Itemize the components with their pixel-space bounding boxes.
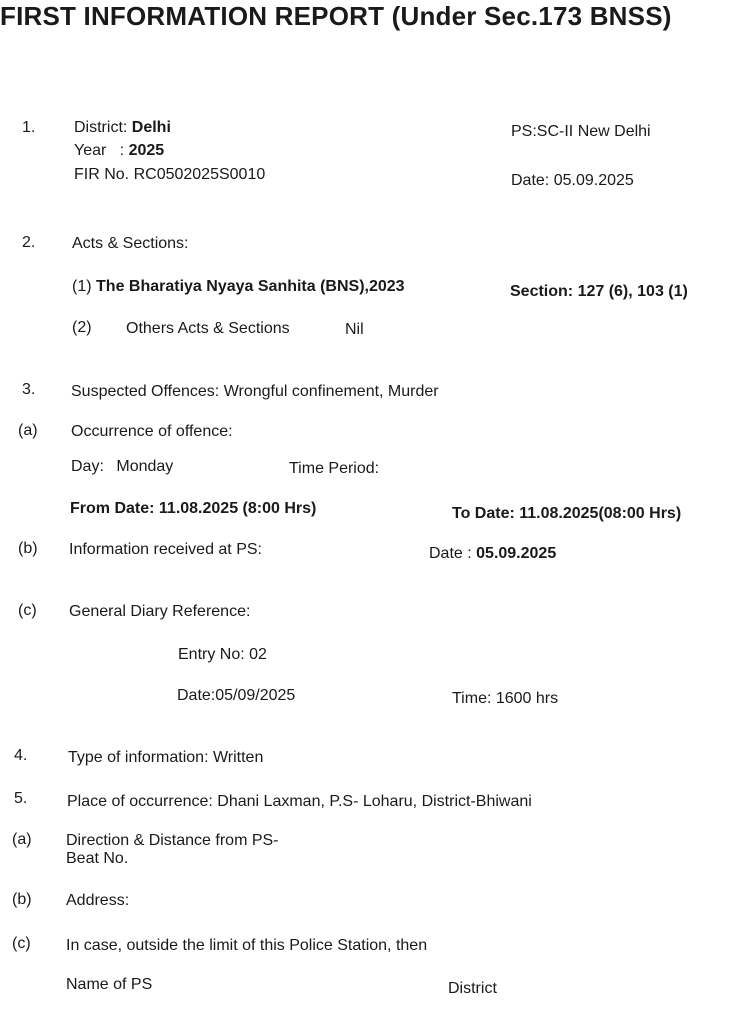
section-3c-number: (c) xyxy=(18,602,37,619)
acts-sections-label: Acts & Sections: xyxy=(72,235,189,252)
act-1-row xyxy=(72,277,405,296)
district-value: Delhi xyxy=(131,119,171,136)
section-5a-number: (a) xyxy=(12,831,32,848)
general-diary-label: General Diary Reference: xyxy=(69,603,251,620)
fir-value: RC0502025S0010 xyxy=(133,166,266,183)
section-1-number: 1. xyxy=(22,119,36,136)
report-title: FIRST INFORMATION REPORT (Under Sec.173 BNSS) xyxy=(0,1,672,31)
year-row xyxy=(74,141,164,160)
outside-limit-label: In case, outside the limit of this Police Station, then xyxy=(66,937,428,954)
day-value: Monday xyxy=(116,458,174,475)
act-2-number: (2) xyxy=(72,319,92,336)
time-period-label: Time Period: xyxy=(289,460,380,477)
district-label: District: xyxy=(74,119,128,136)
other-acts-label: Others Acts & Sections xyxy=(126,320,290,337)
from-date: From Date: 11.08.2025 (8:00 Hrs) xyxy=(70,500,317,517)
act-1-number: (1) xyxy=(72,278,92,295)
address-label: Address: xyxy=(66,892,130,909)
info-received-date-label: Date : xyxy=(429,545,472,562)
suspected-offences: Suspected Offences: Wrongful confinement, Murder xyxy=(71,383,439,400)
year-label: Year : xyxy=(74,142,125,159)
fir-row xyxy=(74,165,265,184)
beat-number-label: Beat No. xyxy=(66,850,129,867)
district-label-outside: District xyxy=(448,980,497,997)
section-3-number: 3. xyxy=(22,381,36,398)
section-3a-number: (a) xyxy=(18,422,38,439)
section-2-number: 2. xyxy=(22,234,36,251)
day-label: Day: xyxy=(71,458,104,475)
type-of-information: Type of information: Written xyxy=(68,749,264,766)
year-value: 2025 xyxy=(128,142,165,159)
fir-date-label: Date: xyxy=(511,172,550,189)
information-received-label: Information received at PS: xyxy=(69,541,262,558)
police-station-row xyxy=(511,122,651,141)
gd-entry-number: Entry No: 02 xyxy=(178,646,267,663)
info-received-date-row xyxy=(429,544,556,563)
section-4-number: 4. xyxy=(14,747,28,764)
occurrence-label: Occurrence of offence: xyxy=(71,423,233,440)
section-5-number: 5. xyxy=(14,790,28,807)
fir-label: FIR No. xyxy=(74,166,130,183)
info-received-date-value: 05.09.2025 xyxy=(476,545,557,562)
direction-distance-label: Direction & Distance from PS- xyxy=(66,832,279,849)
place-of-occurrence: Place of occurrence: Dhani Laxman, P.S- Loharu, District-Bhiwani xyxy=(67,793,532,810)
name-of-ps-label: Name of PS xyxy=(66,976,153,993)
section-3b-number: (b) xyxy=(18,540,38,557)
ps-value: SC-II New Delhi xyxy=(536,123,651,140)
act-1-section: Section: 127 (6), 103 (1) xyxy=(510,283,688,300)
section-5b-number: (b) xyxy=(12,891,32,908)
act-1-name: The Bharatiya Nyaya Sanhita (BNS),2023 xyxy=(96,278,405,295)
fir-date-row xyxy=(511,171,634,190)
gd-date: Date:05/09/2025 xyxy=(177,687,296,704)
section-5c-number: (c) xyxy=(12,935,31,952)
fir-date-value: 05.09.2025 xyxy=(553,172,634,189)
ps-label: PS: xyxy=(511,123,537,140)
district-row xyxy=(74,118,171,137)
day-row xyxy=(71,457,173,476)
to-date: To Date: 11.08.2025(08:00 Hrs) xyxy=(452,505,682,522)
other-acts-value: Nil xyxy=(345,321,364,338)
gd-time: Time: 1600 hrs xyxy=(452,690,559,707)
